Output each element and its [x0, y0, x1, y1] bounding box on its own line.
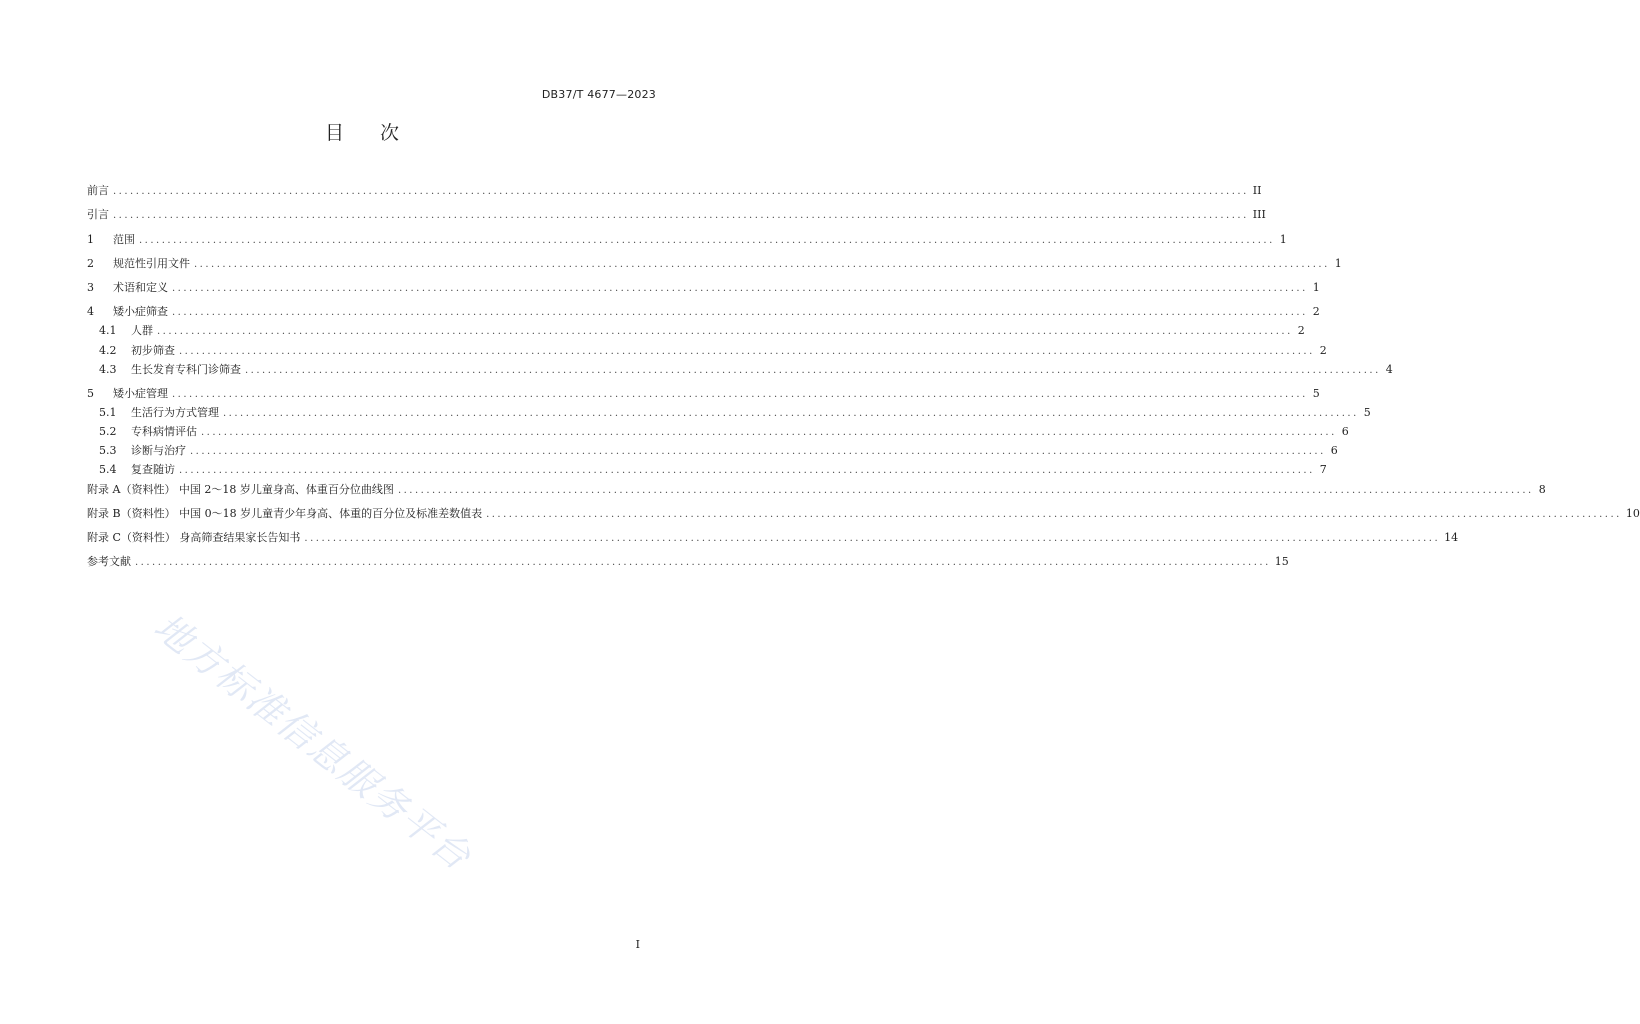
- toc-entry-title: [87, 256, 190, 272]
- toc-entry-label: 附录 A（资料性） 中国 2～18 岁儿童身高、体重百分位曲线图: [87, 483, 394, 496]
- toc-entry-title: [87, 280, 168, 296]
- toc-entry-label: 诊断与治疗: [131, 444, 186, 457]
- toc-entry-label: 附录 B（资料性） 中国 0～18 岁儿童青少年身高、体重的百分位及标准差数值表: [87, 507, 483, 520]
- toc-leader-dots: ........................................................................................................................................................................................................: [139, 235, 1275, 246]
- title-char-right: 次: [380, 122, 400, 144]
- toc-entry[interactable]: [87, 530, 1459, 546]
- toc-entry[interactable]: [87, 386, 1320, 402]
- toc-entry-title: [87, 530, 300, 546]
- standard-code: DB37/T 4677—2023: [541, 88, 656, 101]
- toc-leader-dots: ........................................................................................................................................................................................................: [194, 259, 1330, 270]
- toc-entry-label: 复查随访: [131, 463, 175, 476]
- toc-page-number: 15: [1274, 555, 1289, 568]
- toc-entry-title: [99, 462, 175, 478]
- toc-entry[interactable]: [87, 362, 1393, 378]
- toc-entry[interactable]: [87, 256, 1342, 272]
- toc-entry-label: 生长发育专科门诊筛查: [131, 363, 241, 376]
- toc-entry-title: [87, 304, 168, 320]
- toc-entry-title: [87, 207, 109, 223]
- page-number: I: [635, 938, 640, 951]
- page-title: [0, 118, 724, 145]
- toc-page-number: 1: [1279, 233, 1287, 246]
- toc-page-number: 5: [1363, 406, 1371, 419]
- toc-leader-dots: ........................................................................................................................................................................................................: [486, 509, 1622, 520]
- toc-entry-title: [99, 362, 241, 378]
- toc-entry-title: [99, 343, 175, 359]
- toc-entry-title: [87, 386, 168, 402]
- toc-entry-label: 前言: [87, 184, 109, 197]
- toc-entry-label: 范围: [113, 233, 135, 246]
- toc-entry[interactable]: [87, 343, 1327, 359]
- toc-entry[interactable]: [87, 462, 1327, 478]
- toc-entry[interactable]: [87, 443, 1338, 459]
- toc-leader-dots: ........................................................................................................................................................................................................: [113, 210, 1249, 221]
- toc-entry-title: [87, 506, 482, 522]
- toc-leader-dots: ........................................................................................................................................................................................................: [397, 485, 1534, 496]
- toc-leader-dots: ........................................................................................................................................................................................................: [304, 533, 1441, 544]
- toc-entry-number: 5.4: [99, 463, 117, 476]
- toc-leader-dots: ........................................................................................................................................................................................................: [157, 326, 1293, 337]
- toc-entry-label: 引言: [87, 208, 109, 221]
- toc-entry-number: 5.3: [99, 444, 117, 457]
- toc-entry-number: 4.3: [99, 363, 117, 376]
- toc-page-number: 5: [1312, 387, 1320, 400]
- toc-entry-title: [99, 443, 186, 459]
- toc-entry-title: [87, 482, 394, 498]
- toc-leader-dots: ........................................................................................................................................................................................................: [113, 186, 1249, 197]
- toc-entry-label: 人群: [131, 324, 153, 337]
- toc-entry[interactable]: [87, 232, 1287, 248]
- toc-entry-number: 5: [87, 387, 94, 400]
- toc-entry-label: 生活行为方式管理: [131, 406, 219, 419]
- toc-entry-number: 4: [87, 305, 94, 318]
- toc-entry-number: 4.2: [99, 344, 117, 357]
- toc-page-number: 6: [1341, 425, 1349, 438]
- toc-entry[interactable]: [87, 183, 1262, 199]
- toc-page-number: III: [1252, 208, 1266, 221]
- title-char-left: 目: [324, 122, 344, 144]
- toc-leader-dots: ........................................................................................................................................................................................................: [135, 557, 1271, 568]
- toc-leader-dots: ........................................................................................................................................................................................................: [172, 389, 1308, 400]
- toc-page-number: 2: [1297, 324, 1305, 337]
- toc-entry-title: [87, 554, 131, 570]
- toc-entry-number: 5.2: [99, 425, 117, 438]
- toc-leader-dots: ........................................................................................................................................................................................................: [190, 446, 1326, 457]
- toc-page-number: 10: [1625, 507, 1640, 520]
- toc-entry-label: 附录 C（资料性） 身高筛查结果家长告知书: [87, 531, 301, 544]
- toc-page-number: 8: [1538, 483, 1546, 496]
- toc-entry-title: [99, 424, 197, 440]
- toc-entry-number: 4.1: [99, 324, 117, 337]
- toc-page-number: 2: [1319, 344, 1327, 357]
- toc-entry-label: 矮小症筛查: [113, 305, 168, 318]
- toc-entry[interactable]: [87, 554, 1289, 570]
- toc-entry[interactable]: [87, 280, 1320, 296]
- toc-leader-dots: ........................................................................................................................................................................................................: [179, 465, 1315, 476]
- toc-entry-number: 3: [87, 281, 94, 294]
- toc-entry-number: 5.1: [99, 406, 117, 419]
- toc-entry[interactable]: [87, 207, 1266, 223]
- toc-entry-label: 参考文献: [87, 555, 131, 568]
- toc-leader-dots: ........................................................................................................................................................................................................: [172, 307, 1308, 318]
- toc-entry-label: 矮小症管理: [113, 387, 168, 400]
- toc-entry[interactable]: [87, 304, 1320, 320]
- toc-leader-dots: ........................................................................................................................................................................................................: [172, 283, 1308, 294]
- toc-leader-dots: ........................................................................................................................................................................................................: [245, 365, 1381, 376]
- toc-page-number: 7: [1319, 463, 1327, 476]
- toc-entry[interactable]: [87, 323, 1305, 339]
- toc-entry-number: 2: [87, 257, 94, 270]
- toc-page-number: 1: [1312, 281, 1320, 294]
- toc-entry[interactable]: [87, 482, 1546, 498]
- toc-entry-number: 1: [87, 233, 94, 246]
- toc-page-number: 4: [1385, 363, 1393, 376]
- toc-page-number: 6: [1330, 444, 1338, 457]
- toc-entry-label: 规范性引用文件: [113, 257, 190, 270]
- toc-leader-dots: ........................................................................................................................................................................................................: [223, 408, 1359, 419]
- toc-entry-label: 初步筛查: [131, 344, 175, 357]
- toc-page-number: 14: [1444, 531, 1459, 544]
- toc-entry-title: [87, 232, 135, 248]
- toc-entry-title: [87, 183, 109, 199]
- toc-entry[interactable]: [87, 405, 1371, 421]
- toc-page-number: II: [1252, 184, 1262, 197]
- toc-entry-label: 专科病情评估: [131, 425, 197, 438]
- toc-entry[interactable]: [87, 506, 1640, 522]
- watermark: 地方标准信息服务平台: [145, 605, 480, 880]
- toc-entry-title: [99, 323, 153, 339]
- toc-leader-dots: ........................................................................................................................................................................................................: [179, 346, 1315, 357]
- toc-entry-label: 术语和定义: [113, 281, 168, 294]
- toc-entry-title: [99, 405, 219, 421]
- toc-leader-dots: ........................................................................................................................................................................................................: [201, 427, 1337, 438]
- toc-page-number: 2: [1312, 305, 1320, 318]
- toc-page-number: 1: [1334, 257, 1342, 270]
- toc-entry[interactable]: [87, 424, 1349, 440]
